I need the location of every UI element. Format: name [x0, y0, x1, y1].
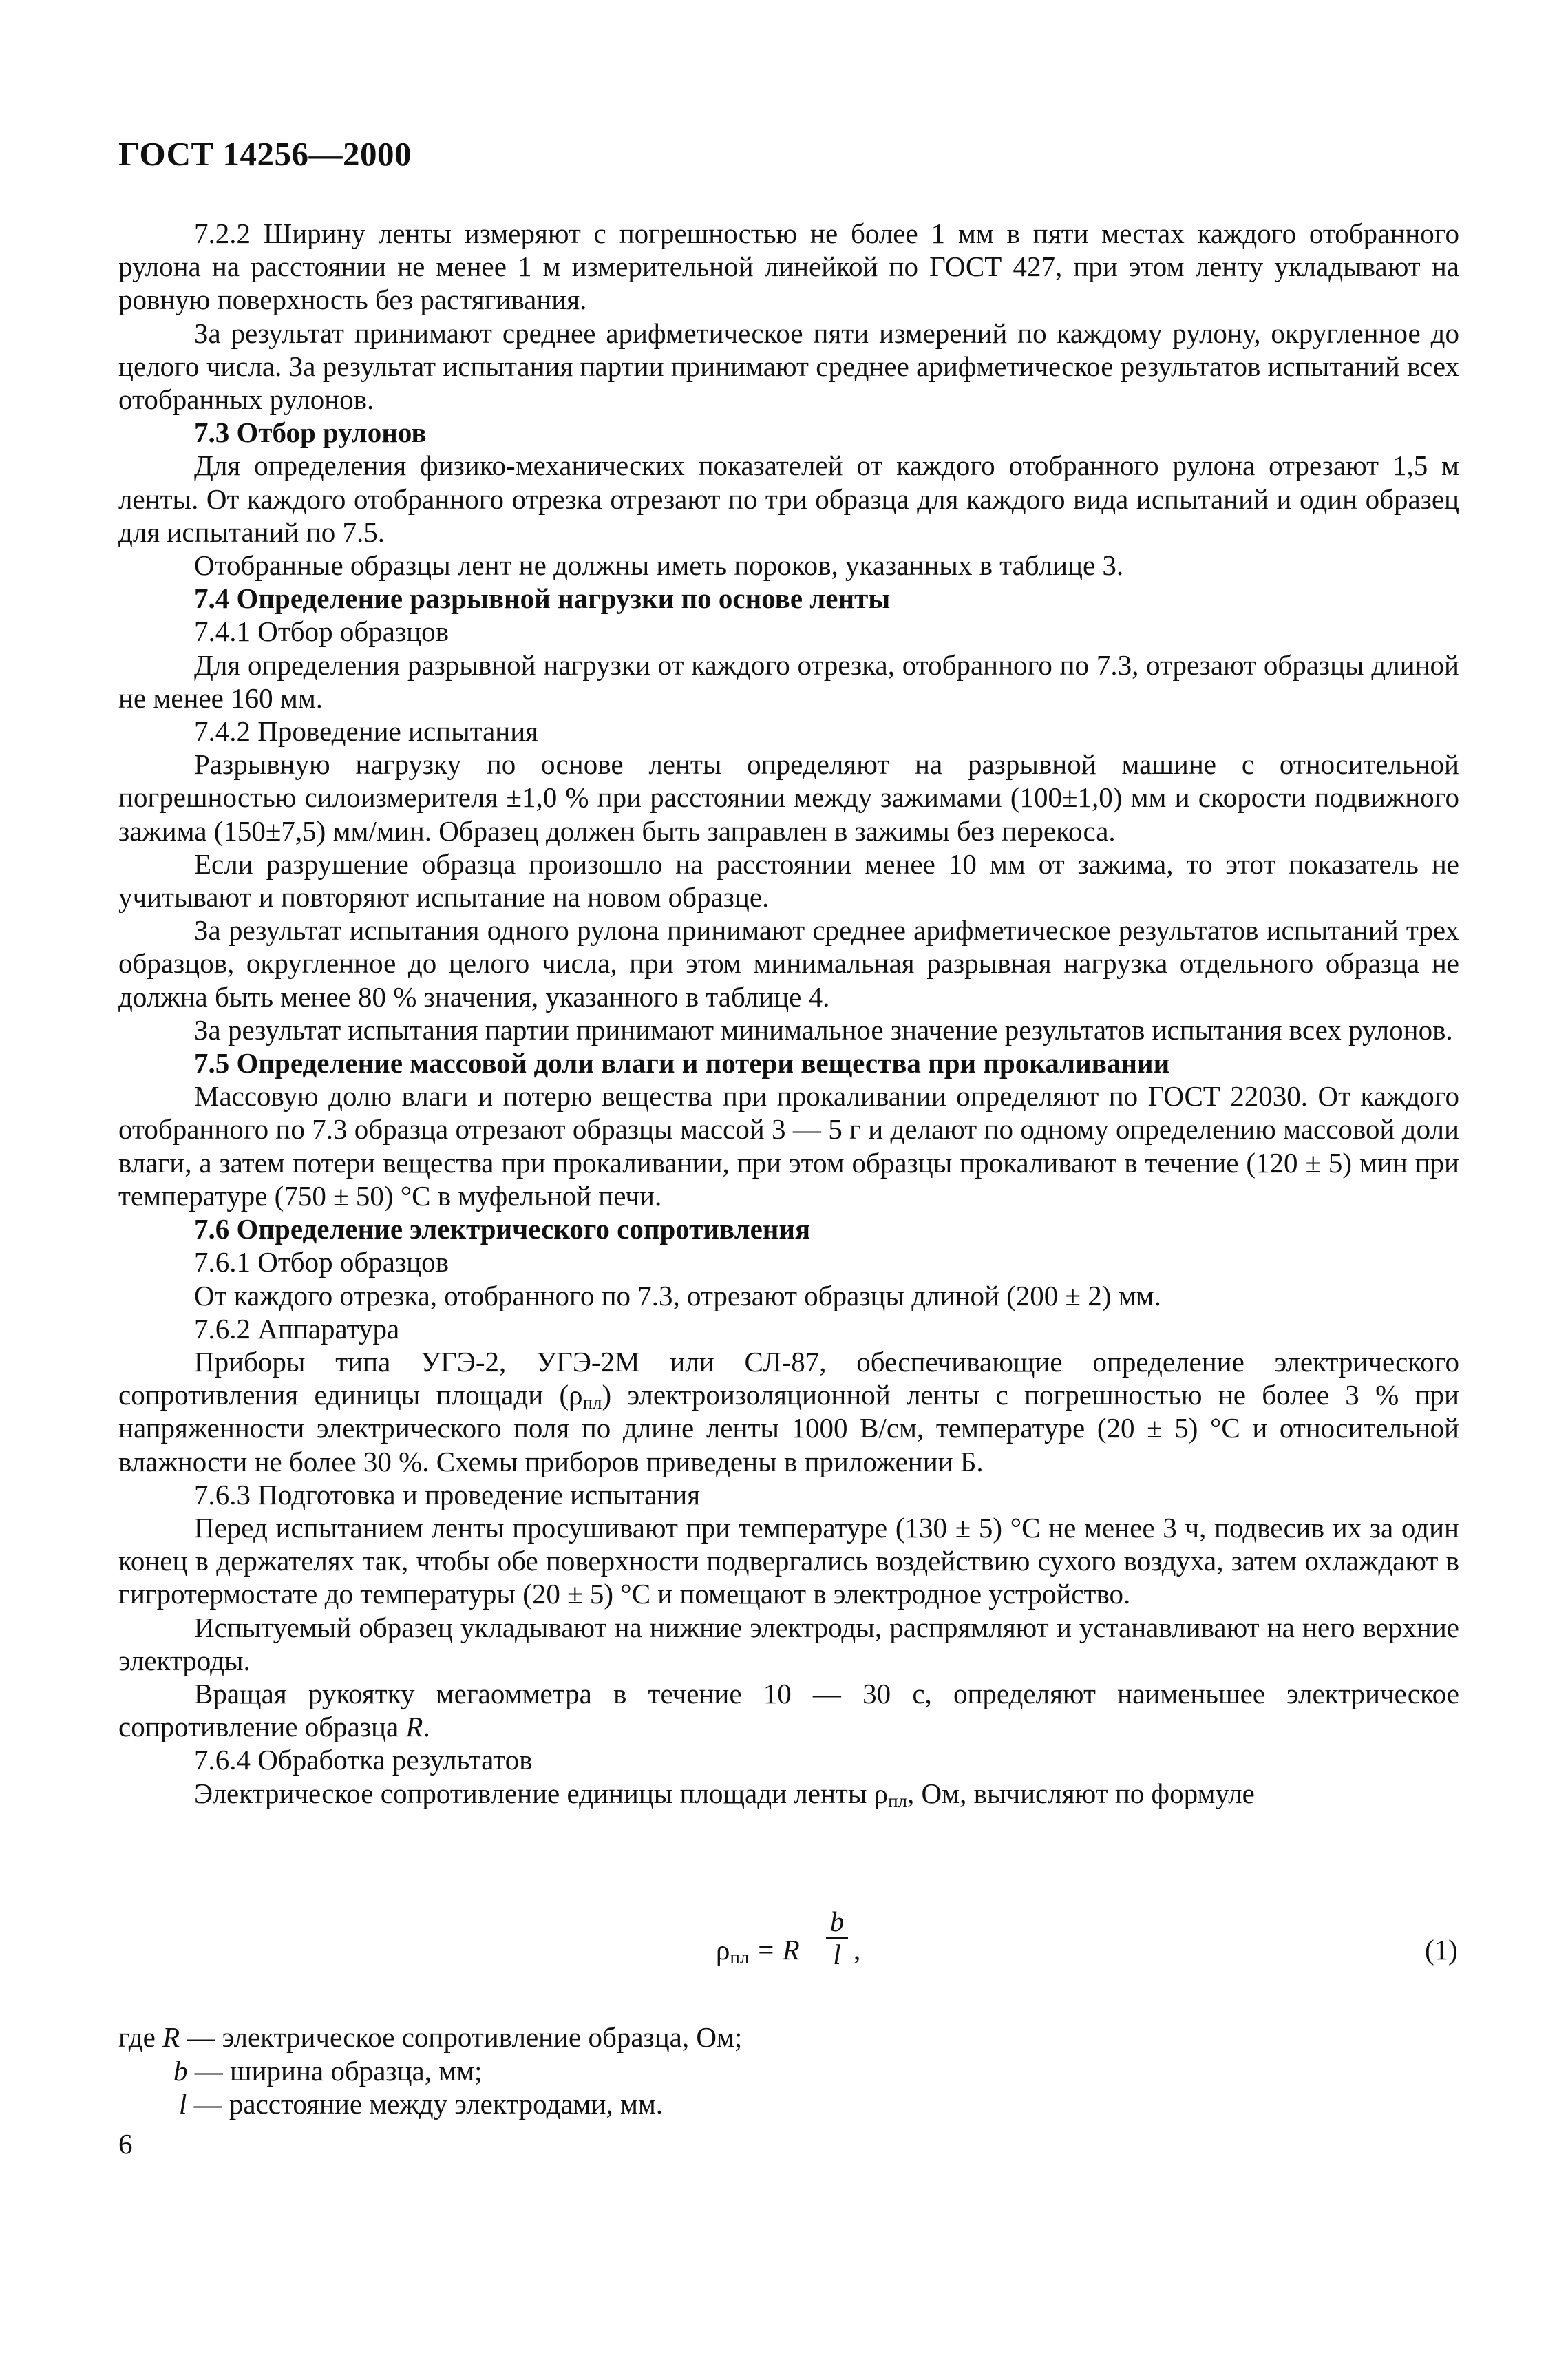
- formula-eq: = R: [749, 1934, 800, 1966]
- section-heading: 7.5 Определение массовой доли влаги и потери вещества при прокаливании: [194, 1047, 1170, 1079]
- paragraph: [118, 1345, 1459, 1478]
- fraction-numerator: b: [826, 1906, 848, 1939]
- paragraph: За результат испытания одного рулона принимают среднее арифметическое результатов испытаний трех образцов, округленное до целого числа, при этом минимальная разрывная нагрузка отдельного образца не должна быть менее 80 % значения, указанного в таблице 4.: [118, 914, 1459, 1013]
- paragraph: Для определения разрывной нагрузки от каждого отрезка, отобранного по 7.3, отрезают образцы длиной не менее 160 мм.: [118, 649, 1459, 714]
- text-run: ) электроизоляционной ленты с погрешностью не более 3 % при напряженности электрического поля по длине ленты 1000 В/см, температуре (20 ± 5) °С и относительной влажности не более 30 %. Схемы приборов приведены в приложении Б.: [118, 1379, 1459, 1477]
- subsection-title: 7.6.1 Отбор образцов: [194, 1246, 449, 1278]
- subsection-title: 7.6.3 Подготовка и проведение испытания: [194, 1478, 701, 1510]
- subsection-title: 7.6.4 Обработка результатов: [194, 1744, 533, 1776]
- fraction: [826, 1906, 848, 1970]
- variable: R: [162, 2021, 180, 2053]
- paragraph: Отобранные образцы лент не должны иметь пороков, указанных в таблице 3.: [194, 549, 1124, 582]
- paragraph: 7.2.2 Ширину ленты измеряют с погрешностью не более 1 мм в пяти местах каждого отобранного рулона на расстоянии не менее 1 м измерительной линейкой по ГОСТ 427, при этом ленту укладывают на ровную поверхность без растягивания.: [118, 218, 1459, 316]
- paragraph: За результат принимают среднее арифметическое пяти измерений по каждому рулону, округленное до целого числа. За результат испытания партии принимают среднее арифметическое результатов испытаний всех отобранных рулонов.: [118, 317, 1459, 416]
- paragraph: От каждого отрезка, отобранного по 7.3, отрезают образцы длиной (200 ± 2) мм.: [194, 1279, 1161, 1311]
- section-heading: 7.6 Определение электрического сопротивления: [194, 1213, 811, 1245]
- paragraph: [118, 1677, 1459, 1743]
- section-heading: 7.3 Отбор рулонов: [194, 417, 427, 449]
- subsection-title: 7.4.1 Отбор образцов: [194, 615, 449, 648]
- text-run: где: [118, 2021, 163, 2053]
- paragraph: Массовую долю влаги и потерю вещества при прокаливании определяют по ГОСТ 22030. От каждого отобранного по 7.3 образца отрезают образцы массой 3 — 5 г и делают по одному определению массовой доли влаги, а затем потери вещества при прокаливании, при этом образцы прокаливают в течение (120 ± 5) мин при температуре (750 ± 50) °С в муфельной печи.: [118, 1080, 1459, 1212]
- document-body: [118, 217, 1459, 1810]
- variable: l: [179, 2088, 187, 2120]
- paragraph: Если разрушение образца произошло на расстоянии менее 10 мм от зажима, то этот показатель не учитывают и повторяют испытание на новом образце.: [118, 847, 1459, 914]
- variable: b: [173, 2054, 188, 2087]
- text-run: Вращая рукоятку мегаомметра в течение 10 — 30 с, определяют наименьшее электрическое сопротивление образца: [118, 1677, 1459, 1743]
- subsection-title: 7.6.2 Аппаратура: [194, 1312, 400, 1345]
- paragraph: Для определения физико-механических показателей от каждого отобранного рулона отрезают 1,5 м ленты. От каждого отобранного отрезка отрезают по три образца для каждого вида испытаний и один образец для испытаний по 7.5.: [118, 450, 1459, 548]
- variable: R: [405, 1711, 423, 1743]
- fraction-denominator: l: [833, 1939, 841, 1970]
- paragraph: За результат испытания партии принимают минимальное значение результатов испытания всех рулонов.: [194, 1013, 1453, 1046]
- formula: [0, 1906, 1568, 1981]
- section-heading: 7.4 Определение разрывной нагрузки по основе ленты: [194, 582, 891, 615]
- formula-comma: ,: [854, 1934, 861, 1966]
- subsection-title: 7.4.2 Проведение испытания: [194, 715, 539, 748]
- paragraph: [118, 1777, 1459, 1810]
- text-run: — расстояние между электродами, мм.: [187, 2088, 664, 2120]
- text-run: — электрическое сопротивление образца, Ом;: [180, 2021, 743, 2053]
- equation-number: (1): [1425, 1934, 1458, 1966]
- text-run: Приборы типа УГЭ-2, УГЭ-2М или СЛ-87, обеспечивающие определение электрического сопротивления единицы площади (ρ: [118, 1345, 1459, 1411]
- legend-line: [118, 2054, 1459, 2088]
- text-run: , Ом, вычисляют по формуле: [907, 1777, 1255, 1809]
- text-run: .: [423, 1711, 430, 1743]
- document-header: ГОСТ 14256—2000: [118, 135, 412, 173]
- subscript: пл: [888, 1790, 908, 1811]
- subscript: пл: [730, 1947, 750, 1968]
- legend-line: [118, 2021, 1459, 2054]
- paragraph: Испытуемый образец укладывают на нижние электроды, распрямляют и устанавливают на него верхние электроды.: [118, 1611, 1459, 1676]
- paragraph: Разрывную нагрузку по основе ленты определяют на разрывной машине с относительной погрешностью силоизмерителя ±1,0 % при расстоянии между зажимами (100±1,0) мм и скорости подвижного зажима (150±7,5) мм/мин. Образец должен быть заправлен в зажимы без перекоса.: [118, 748, 1459, 847]
- paragraph: Перед испытанием ленты просушивают при температуре (130 ± 5) °С не менее 3 ч, подвесив их за один конец в держателях так, чтобы обе поверхности подвергались воздействию сухого воздуха, затем охлаждают в гигротермостате до температуры (20 ± 5) °С и помещают в электродное устройство.: [118, 1511, 1459, 1610]
- page-number: 6: [118, 2128, 133, 2160]
- formula-lhs: [716, 1933, 800, 1968]
- variable-legend: [118, 2021, 1459, 2121]
- text-run: — ширина образца, мм;: [187, 2054, 483, 2087]
- text-run: Электрическое сопротивление единицы площади ленты ρ: [194, 1777, 889, 1809]
- legend-line: [118, 2087, 1459, 2121]
- subscript: пл: [582, 1392, 602, 1413]
- formula-symbol: ρ: [716, 1934, 730, 1966]
